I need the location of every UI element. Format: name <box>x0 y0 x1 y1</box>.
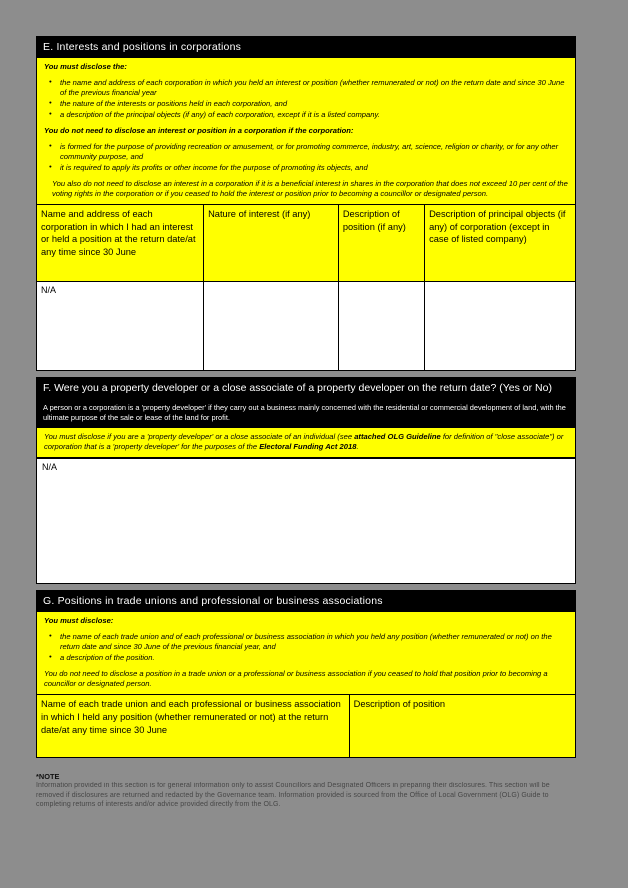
section-f-disclosure-text <box>44 432 568 452</box>
footer-note-star: *NOTE <box>36 771 60 781</box>
section-e-instructions <box>36 58 576 204</box>
section-f-disclosure-note <box>36 427 576 458</box>
section-g-must-disclose-intro: You must disclose: <box>44 615 114 625</box>
note-pre: You must disclose if you are a 'property developer' or a close associate of an individual (see <box>44 431 355 441</box>
section-e-no-need-intro: You do not need to disclose an interest or position in a corporation if the corporation: <box>44 126 354 136</box>
cell-nature-of-interest[interactable] <box>204 282 339 371</box>
note-mid: for definition of "close associate") or corporation that is a 'property developer' for the purposes of the <box>44 431 564 451</box>
section-f-header: F. Were you a property developer or a close associate of a property developer on the return date? (Yes or No) <box>36 377 576 401</box>
section-g-header: G. Positions in trade unions and professional or business associations <box>36 590 576 612</box>
section-e-must-disclose-intro: You must disclose the: <box>44 62 127 71</box>
column-header-name-address: Name and address of each corporation in which I had an interest or held a position at the return date/at any time since 30 June <box>37 205 204 282</box>
table-row <box>37 282 576 371</box>
section-g-must-disclose-list <box>44 632 568 663</box>
note-act-name: Electoral Funding Act 2018 <box>259 441 357 451</box>
table-header-row <box>37 205 576 282</box>
list-item: • the name of each trade union and of each professional or business association in which you held any position (whether remunerated or not) on the return date and since 30 June of the previous financial year, and <box>58 632 568 652</box>
cell-name-address[interactable]: N/A <box>37 282 204 371</box>
section-g-no-need-note: You do not need to disclose a position in a trade union or a professional or business association if you ceased to hold that position prior to becoming a councillor or designated person. <box>44 668 548 688</box>
section-e-no-need-list <box>44 142 568 173</box>
section-g-instructions <box>36 612 576 694</box>
list-item: • the nature of the interests or positions held in each corporation, and <box>58 99 568 109</box>
section-e-table <box>36 204 576 371</box>
note-bold: attached OLG Guideline <box>354 431 441 441</box>
section-e-final-note: You also do not need to disclose an interest in a corporation if it is a beneficial interest in shares in the corporation that does not exceed 10 per cent of the voting rights in the corporation or if you ceased to hold the interest or position prior to becoming a councillor or designated person. <box>52 179 568 199</box>
section-g-table <box>36 694 576 758</box>
column-header-trade-union-name: Name of each trade union and each professional or business association in which I held any position (whether remunerated or not) at the return date/at any time since 30 June <box>37 694 350 757</box>
column-header-description-of-position: Description of position (if any) <box>338 205 424 282</box>
list-item: • it is required to apply its profits or other income for the purpose of promoting its objects, and <box>58 163 568 173</box>
cell-principal-objects[interactable] <box>425 282 576 371</box>
note-post: . <box>356 441 359 451</box>
section-e-header: E. Interests and positions in corporations <box>36 36 576 58</box>
section-f-definition-note: A person or a corporation is a 'property developer' if they carry out a business mainly concerned with the residential or commercial development of land, with the ultimate purpose of the sale or lease of the land for profit. <box>36 401 576 427</box>
cell-description-of-position[interactable] <box>338 282 424 371</box>
form-sheet <box>36 36 576 809</box>
list-item: • the name and address of each corporation in which you held an interest or position (whether remunerated or not) on the return date and since 30 June of the previous financial year <box>58 78 568 98</box>
table-header-row <box>37 694 576 757</box>
column-header-nature-of-interest: Nature of interest (if any) <box>204 205 339 282</box>
list-item: • a description of the principal objects (if any) of each corporation, except if it is a listed company. <box>58 110 568 120</box>
column-header-principal-objects: Description of principal objects (if any) of corporation (except in case of listed company) <box>425 205 576 282</box>
footer-note <box>36 772 576 809</box>
list-item: • a description of the position. <box>58 653 568 663</box>
column-header-position-description: Description of position <box>349 694 575 757</box>
footer-note-text: Information provided in this section is for general information only to assist Councillors and Designated Officers in preparing their disclosures. This section will be removed if disclosures are returned and redacted by the Governance team. Information provided is sourced from the Office of Local Government (OLG) Guide to completing returns of interests and/or advice provided directly from the OLG. <box>36 782 550 808</box>
section-e-must-disclose-list <box>44 78 568 120</box>
section-f-answer-box[interactable]: N/A <box>36 458 576 584</box>
list-item: • is formed for the purpose of providing recreation or amusement, or for promoting commerce, industry, art, science, religion or charity, or for any other community purpose, and <box>58 142 568 162</box>
